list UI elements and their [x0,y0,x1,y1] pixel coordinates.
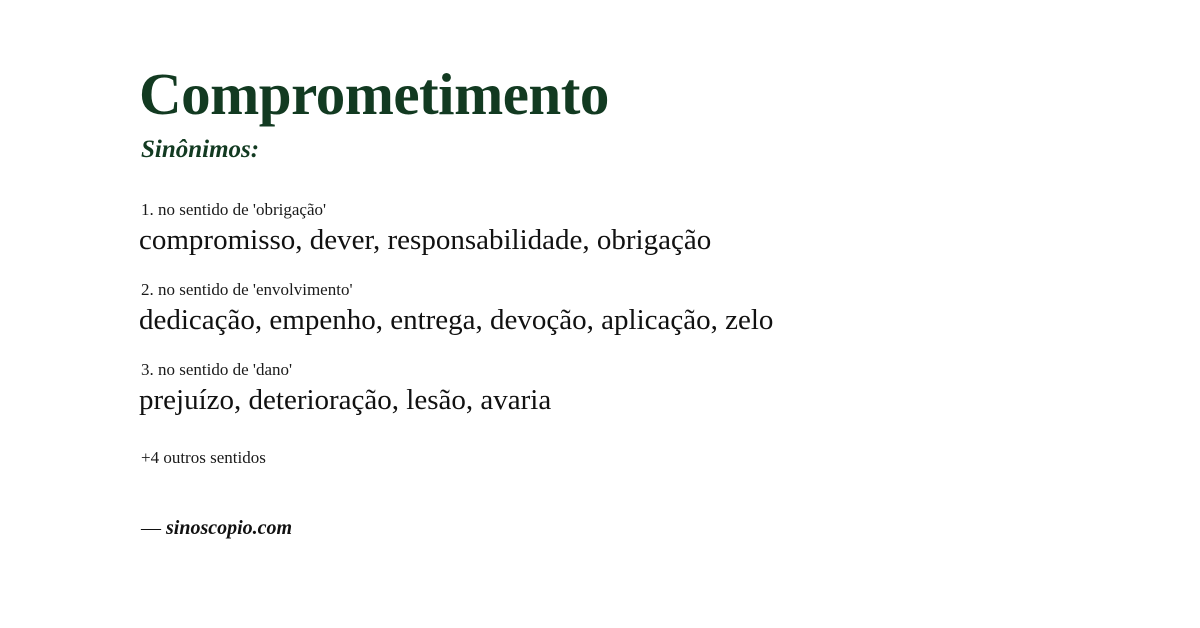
sense-synonyms: prejuízo, deterioração, lesão, avaria [139,384,552,417]
sense-synonyms: dedicação, empenho, entrega, devoção, aplicação, zelo [139,304,774,337]
sense-entry [139,360,1100,417]
sense-entry [139,200,1100,257]
source-name: sinoscopio.com [166,516,293,539]
synonyms-heading: Sinônimos: [141,136,260,163]
sense-label: 1. no sentido de 'obrigação' [141,200,327,219]
sense-entry [139,280,1100,337]
page-title: Comprometimento [139,61,609,127]
senses-list [139,200,1100,418]
source-attribution [141,517,1100,540]
em-dash: — [141,516,161,539]
more-senses-note: +4 outros sentidos [141,447,266,467]
sense-synonyms: compromisso, dever, responsabilidade, obrigação [139,224,712,256]
sense-label: 2. no sentido de 'envolvimento' [141,280,353,300]
sense-label: 3. no sentido de 'dano' [141,360,293,380]
